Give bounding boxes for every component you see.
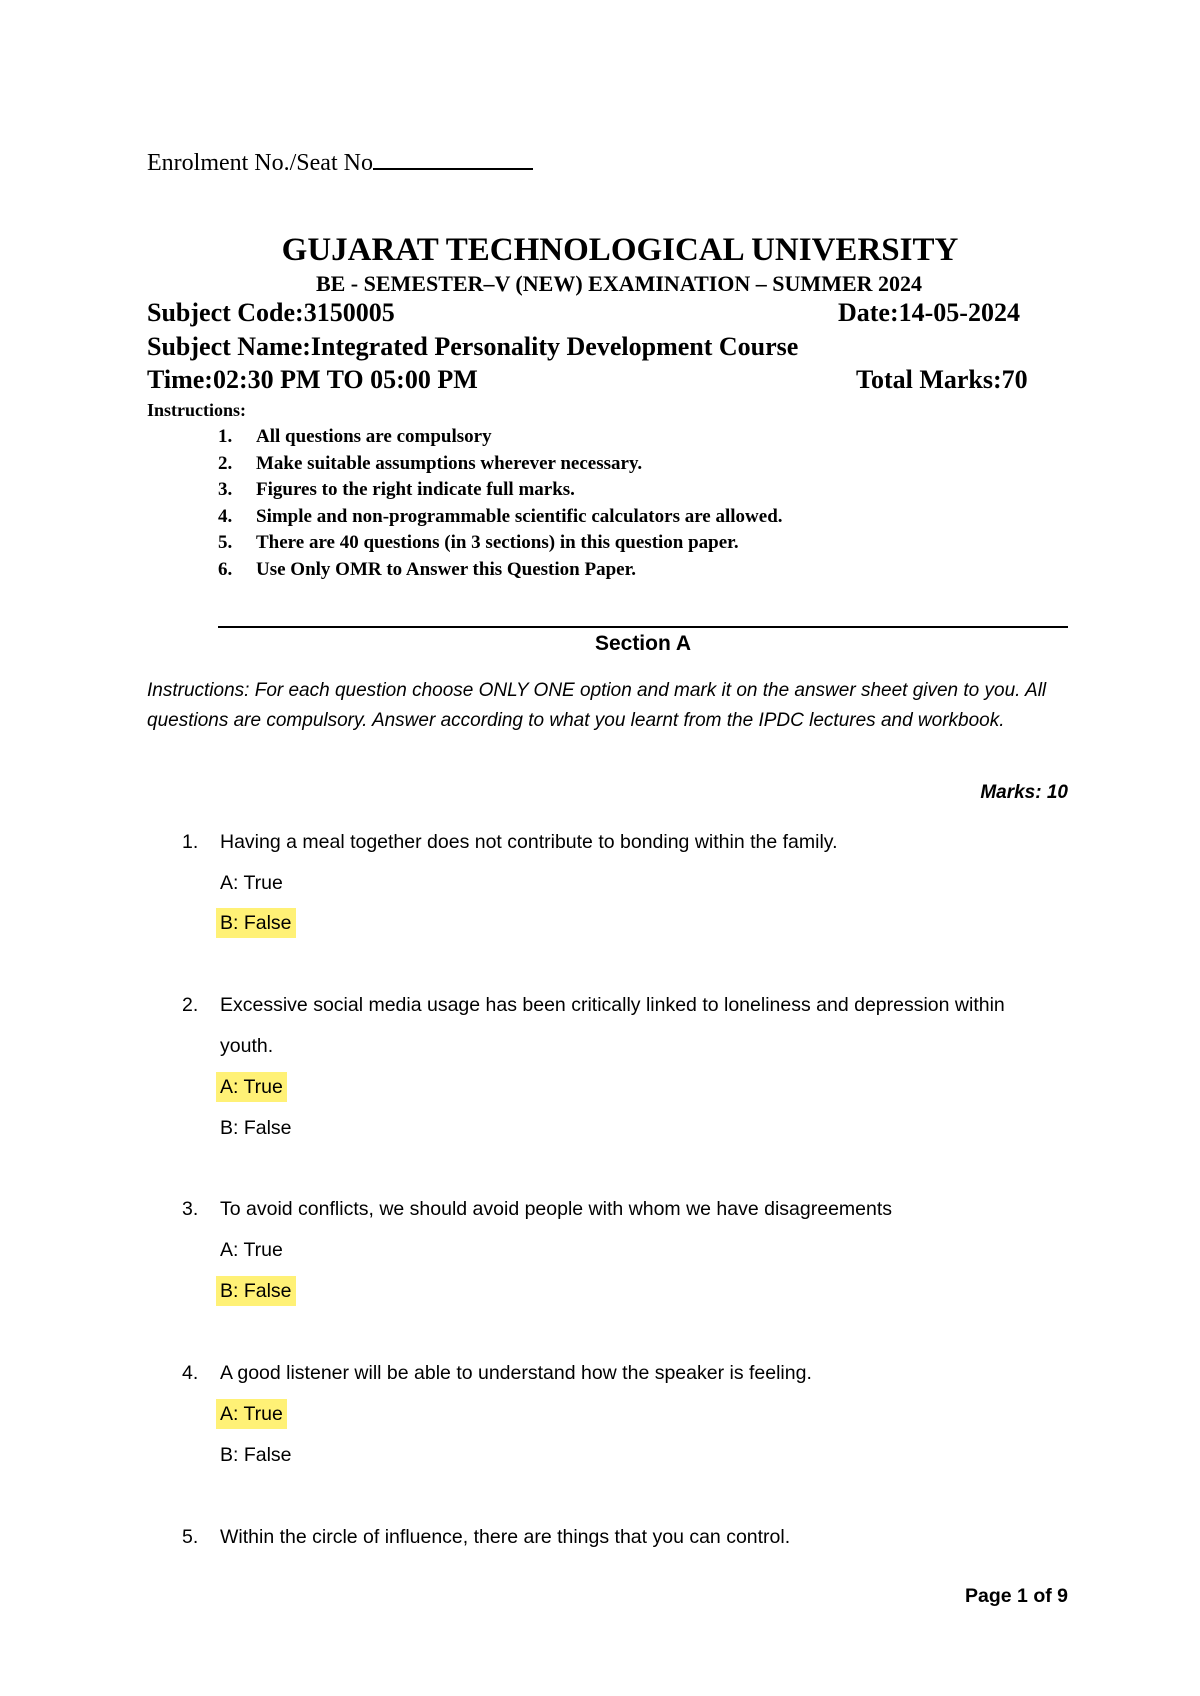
question-number: 5. xyxy=(182,1526,199,1548)
subject-name: Subject Name:Integrated Personality Development Course xyxy=(147,332,799,361)
exam-date: Date:14-05-2024 xyxy=(838,298,1020,327)
question-text: A good listener will be able to understand how the speaker is feeling. xyxy=(220,1362,812,1384)
instructions-list xyxy=(218,424,783,583)
question-number: 2. xyxy=(182,994,199,1016)
question-text: Having a meal together does not contribute to bonding within the family. xyxy=(220,831,838,853)
instruction-item: 1. All questions are compulsory xyxy=(218,426,492,447)
page-number: Page 1 of 9 xyxy=(965,1585,1068,1607)
option-a-highlighted: A: True xyxy=(216,1072,287,1102)
question xyxy=(182,1353,1062,1394)
section-marks: Marks: 10 xyxy=(980,782,1068,803)
exam-title: BE - SEMESTER–V (NEW) EXAMINATION – SUMMER 2024 xyxy=(315,271,923,296)
enrolment-blank xyxy=(373,148,533,170)
question-text: To avoid conflicts, we should avoid people with whom we have disagreements xyxy=(220,1198,893,1220)
option-b: B: False xyxy=(220,1444,292,1466)
instruction-item: 2. Make suitable assumptions wherever necessary. xyxy=(218,452,643,474)
subject-code: Subject Code:3150005 xyxy=(147,298,395,327)
question-text: Excessive social media usage has been critically linked to loneliness and depression within youth. xyxy=(220,994,1005,1057)
option-b-highlighted: B: False xyxy=(216,908,296,938)
enrolment-label: Enrolment No./Seat No xyxy=(147,150,373,176)
option-a: A: True xyxy=(220,872,283,894)
option-b-highlighted: B: False xyxy=(216,1276,296,1306)
question-text: Within the circle of influence, there are things that you can control. xyxy=(220,1526,791,1548)
university-title: GUJARAT TECHNOLOGICAL UNIVERSITY xyxy=(281,232,959,268)
instruction-item: 5. There are 40 questions (in 3 sections) in this question paper. xyxy=(218,532,739,553)
option-b: B: False xyxy=(220,1117,292,1139)
instruction-item: 6. Use Only OMR to Answer this Question Paper. xyxy=(218,558,637,580)
instruction-item: 4. Simple and non-programmable scientific calculators are allowed. xyxy=(218,505,783,527)
question xyxy=(182,985,1062,1067)
question xyxy=(182,1517,1062,1558)
question-number: 3. xyxy=(182,1198,199,1220)
option-a: A: True xyxy=(220,1239,283,1261)
question xyxy=(182,822,1062,863)
exam-time: Time:02:30 PM TO 05:00 PM xyxy=(147,365,478,394)
section-instructions: Instructions: For each question choose ONLY ONE option and mark it on the answer sheet given to you. All questions are compulsory. Answer according to what you learnt from the IPDC lectures and workbook. xyxy=(147,680,1047,731)
option-a-highlighted: A: True xyxy=(216,1399,287,1429)
question-number: 1. xyxy=(182,831,199,853)
section-divider xyxy=(218,626,1068,628)
enrolment-line xyxy=(147,148,533,177)
question-number: 4. xyxy=(182,1362,199,1384)
total-marks: Total Marks:70 xyxy=(856,365,1028,394)
question xyxy=(182,1189,1062,1230)
instructions-title: Instructions: xyxy=(147,400,247,420)
section-title: Section A xyxy=(594,632,692,655)
instruction-item: 3. Figures to the right indicate full marks. xyxy=(218,479,575,500)
